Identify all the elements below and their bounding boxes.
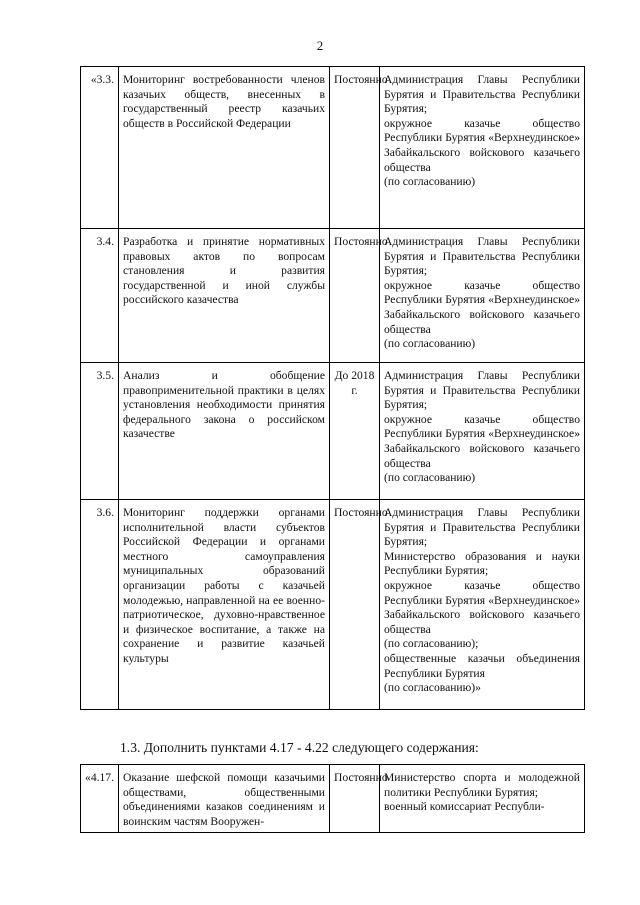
executor-line: Администрация Главы Республики Бурятия и Правительства Республики Бурятия; — [384, 369, 580, 412]
executor-line: (по согласованию)» — [384, 681, 481, 695]
table-row — [81, 500, 585, 710]
executor-line: окружное казачье общество Республики Бурятия «Верхнеудинское» Забайкальского войскового казачьего общества — [384, 578, 580, 636]
section-heading: 1.3. Дополнить пунктами 4.17 - 4.22 следующего содержания: — [120, 740, 479, 755]
measure-description: Оказание шефской помощи казачьими обществами, общественными объединениями казаков соединениям и воинским частям Вооружен- — [119, 765, 330, 833]
measure-description: Мониторинг востребованности членов казачьих обществ, внесенных в государственный реестр казачьих обществ в Российской Федерации — [119, 67, 330, 229]
measure-term: Постоянно — [330, 765, 380, 833]
item-number: «3.3. — [81, 67, 119, 229]
executor-line: (по согласованию) — [384, 471, 476, 485]
responsible-executors — [380, 363, 585, 500]
executor-line: (по согласованию) — [384, 337, 476, 351]
executor-line: Администрация Главы Республики Бурятия и Правительства Республики Бурятия; — [384, 235, 580, 278]
item-number: 3.6. — [81, 500, 119, 710]
responsible-executors — [380, 500, 585, 710]
executor-line: Министерство образования и науки Республики Бурятия; — [384, 549, 580, 578]
executor-line: окружное казачье общество Республики Бурятия «Верхнеудинское» Забайкальского войскового казачьего общества — [384, 278, 580, 336]
executor-line: (по согласованию) — [384, 175, 476, 189]
item-number: 3.4. — [81, 229, 119, 363]
measure-term: Постоянно — [330, 500, 380, 710]
measures-table-continued — [80, 764, 585, 833]
table-row — [81, 363, 585, 500]
measure-description: Разработка и принятие нормативных правовых актов по вопросам становления и развития государственной и иной службы российского казачества — [119, 229, 330, 363]
executor-line: военный комиссариат Республи- — [384, 800, 545, 814]
measure-term: Постоянно — [330, 67, 380, 229]
executor-line: Администрация Главы Республики Бурятия и Правительства Республики Бурятия; — [384, 506, 580, 549]
item-number: «4.17. — [81, 765, 119, 833]
executor-line: (по согласованию); — [384, 637, 479, 651]
executor-line: Администрация Главы Республики Бурятия и Правительства Республики Бурятия; — [384, 73, 580, 116]
table-row — [81, 67, 585, 229]
item-number: 3.5. — [81, 363, 119, 500]
responsible-executors — [380, 67, 585, 229]
executor-line: окружное казачье общество Республики Бурятия «Верхнеудинское» Забайкальского войскового казачьего общества — [384, 412, 580, 470]
executor-line: общественные казачьи объединения Республики Бурятия — [384, 651, 580, 680]
measure-term: До 2018 г. — [330, 363, 380, 500]
measure-description: Анализ и обобщение правоприменительной практики в целях установления необходимости принятия федерального закона о российском казачестве — [119, 363, 330, 500]
table-row — [81, 765, 585, 833]
executor-line: Министерство спорта и молодежной политики Республики Бурятия; — [384, 771, 580, 799]
responsible-executors — [380, 765, 585, 833]
executor-line: окружное казачье общество Республики Бурятия «Верхнеудинское» Забайкальского войскового казачьего общества — [384, 116, 580, 174]
responsible-executors — [380, 229, 585, 363]
page-number: 2 — [316, 38, 324, 53]
measure-description: Мониторинг поддержки органами исполнительной власти субъектов Российской Федерации и органами местного самоуправления муниципальных образований организации работы с казачьей молодежью, направленной на ее военно-патриотическое, духовно-нравственное и физическое воспитание, а также на сохранение и развитие казачьей культуры — [119, 500, 330, 710]
table-row — [81, 229, 585, 363]
measure-term: Постоянно — [330, 229, 380, 363]
measures-table — [80, 66, 585, 710]
